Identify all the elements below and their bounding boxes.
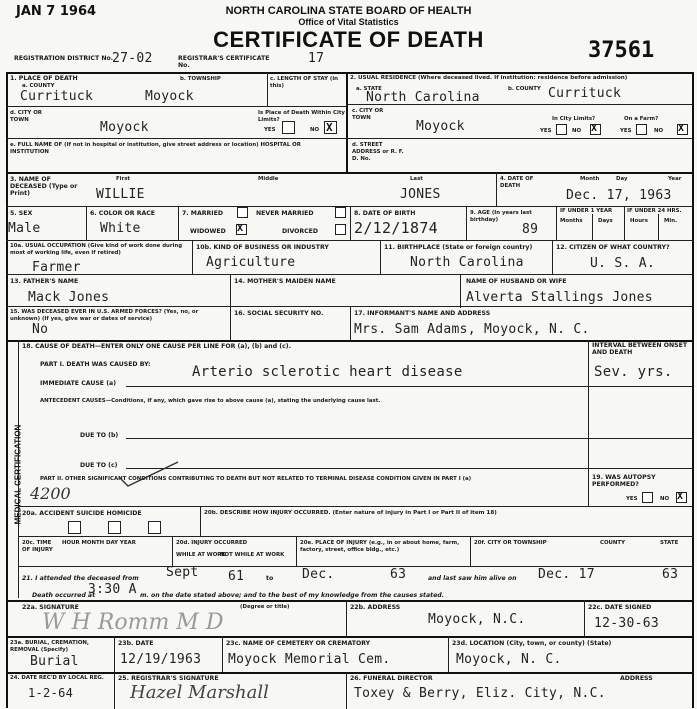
- res-city-yes-label: YES: [540, 128, 552, 134]
- interval-value: Sev. yrs.: [594, 364, 673, 380]
- res-farm-no-mark: X: [678, 123, 685, 134]
- race-label: 6. COLOR OR RACE: [90, 210, 156, 217]
- res-in-city-no-mark: X: [591, 123, 598, 134]
- months-label: Months: [560, 218, 583, 224]
- death-occurred-label: Death occurred at: [32, 592, 96, 599]
- funeral-address-label: ADDRESS: [620, 675, 653, 682]
- death-county: Currituck: [20, 89, 94, 104]
- death-township: Moyock: [145, 89, 194, 104]
- attended-from-year: 61: [228, 569, 245, 584]
- injury-county-label: COUNTY: [600, 540, 626, 546]
- father-name: Mack Jones: [28, 290, 110, 305]
- res-city-no-label: NO: [572, 128, 582, 134]
- death-occurred-tail: m. on the date stated above; and to the best of my knowledge from the causes stated.: [140, 592, 445, 599]
- age-label: 9. AGE (In years last birthday): [470, 210, 532, 223]
- occupation-label: 10a. USUAL OCCUPATION (Give kind of work done during most of working life, even if retired): [10, 243, 183, 256]
- location-label: 23d. LOCATION (City, town, or county) (State): [452, 640, 612, 647]
- attended-to-month: Dec.: [302, 567, 335, 582]
- suicide-checkbox[interactable]: [108, 521, 121, 534]
- accident-checkbox[interactable]: [68, 521, 81, 534]
- immediate-cause: Arterio sclerotic heart disease: [192, 364, 463, 380]
- year-label: Year: [668, 176, 682, 182]
- due-to-b-label: DUE TO (b): [80, 432, 119, 439]
- residence-city: Moyock: [416, 119, 465, 134]
- death-time: 3:30 A: [88, 582, 137, 597]
- within-limits-label: Is Place of Death Within City Limits?: [258, 110, 345, 123]
- antecedent-label: ANTECEDENT CAUSES—Conditions, if any, which gave rise to above cause (a), stating the underlying cause last.: [40, 398, 381, 404]
- autopsy-yes-label: YES: [626, 496, 638, 502]
- industry-value: Agriculture: [206, 255, 296, 270]
- township-label: b. TOWNSHIP: [180, 76, 221, 82]
- married-checkbox[interactable]: [237, 207, 248, 218]
- date-of-death-label: 4. DATE OF DEATH: [500, 176, 534, 189]
- street-label: d. STREET ADDRESS or R. F. D. No.: [352, 142, 404, 162]
- res-farm-yes-checkbox[interactable]: [636, 124, 647, 135]
- registrar-cert-number: 17: [308, 51, 325, 66]
- autopsy-label: 19. WAS AUTOPSY PERFORMED?: [592, 474, 656, 488]
- burial-value: Burial: [30, 654, 79, 669]
- autopsy-no-mark: X: [677, 491, 684, 502]
- day-label: Day: [616, 176, 628, 182]
- at-work-label: WHILE AT WORK: [176, 552, 226, 558]
- injury-desc-label: 20b. DESCRIBE HOW INJURY OCCURRED. (Enter nature of injury in Part I or Part II of item 18): [204, 510, 497, 516]
- county-label: a. COUNTY: [22, 83, 55, 89]
- never-married-label: NEVER MARRIED: [256, 210, 314, 217]
- city-label: d. CITY OR TOWN: [10, 110, 42, 123]
- length-of-stay-label: c. LENGTH OF STAY (in this): [270, 76, 339, 89]
- industry-label: 10b. KIND OF BUSINESS OR INDUSTRY: [196, 244, 329, 251]
- certificate-number: 37561: [588, 38, 655, 63]
- res-farm-yes-label: YES: [620, 128, 632, 134]
- res-farm-no-label: NO: [654, 128, 664, 134]
- office-name: Office of Vital Statistics: [298, 17, 399, 27]
- registrar-cert-label: REGISTRAR'S CERTIFICATE No.: [178, 55, 270, 69]
- citizen-value: U. S. A.: [590, 256, 656, 271]
- last-name-label: Last: [410, 176, 423, 182]
- widowed-mark: X: [237, 223, 244, 234]
- board-name: NORTH CAROLINA STATE BOARD OF HEALTH: [225, 5, 472, 17]
- armed-forces-label: 15. WAS DECEASED EVER IN U.S. ARMED FORCES? (Yes, no, or unknown) (If yes, give war or dates of service): [10, 309, 199, 322]
- death-no-label: NO: [310, 127, 320, 133]
- spouse-name: Alverta Stallings Jones: [466, 290, 653, 305]
- divorced-checkbox[interactable]: [335, 224, 346, 235]
- accident-label: 20a. ACCIDENT SUICIDE HOMICIDE: [22, 510, 142, 517]
- due-to-c-label: DUE TO (c): [80, 462, 118, 469]
- res-city-label: c. CITY OR TOWN: [352, 108, 384, 121]
- race-value: White: [100, 221, 141, 236]
- death-city: Moyock: [100, 120, 149, 135]
- hospital-label: e. FULL NAME OF (If not in hospital or institution, give street address or location) HOSPITAL OR INSTITUTION: [10, 142, 301, 155]
- interval-label: INTERVAL BETWEEN ONSET AND DEATH: [592, 342, 688, 356]
- death-yes-label: YES: [264, 127, 276, 133]
- time-fields-label: HOUR MONTH DAY YEAR: [62, 540, 136, 546]
- birthplace-value: North Carolina: [410, 255, 524, 270]
- not-at-work-label: NOT WHILE AT WORK: [220, 552, 285, 558]
- physician-address: Moyock, N.C.: [428, 612, 526, 627]
- district-number: 27-02: [112, 51, 153, 66]
- page-title: CERTIFICATE OF DEATH: [213, 27, 484, 52]
- ssn-label: 16. SOCIAL SECURITY NO.: [234, 310, 324, 317]
- funeral-director-label: 26. FUNERAL DIRECTOR: [350, 675, 433, 682]
- res-in-city-yes-checkbox[interactable]: [556, 124, 567, 135]
- date-signed: 12-30-63: [594, 616, 660, 631]
- degree-title-label: (Degree or title): [240, 604, 290, 610]
- date-signed-label: 22c. DATE SIGNED: [588, 604, 652, 611]
- residence-label: 2. USUAL RESIDENCE (Where deceased lived. If institution: residence before admission): [350, 75, 628, 81]
- first-name-label: First: [116, 176, 130, 182]
- registrar-signature-label: 25. REGISTRAR'S SIGNATURE: [118, 675, 219, 682]
- in-city-label: In City Limits?: [552, 116, 596, 122]
- burial-date-label: 23b. DATE: [118, 640, 154, 647]
- attended-from-month: Sept: [166, 565, 199, 580]
- under-1-year-label: IF UNDER 1 YEAR: [560, 208, 613, 214]
- state-label: a. STATE: [356, 86, 382, 92]
- received-stamp: JAN 7 1964: [16, 4, 97, 19]
- deceased-name-label: 3. NAME OF DECEASED (Type or Print): [10, 176, 78, 197]
- death-in-limits-yes-checkbox[interactable]: [282, 121, 295, 134]
- hours-label: Hours: [630, 218, 648, 224]
- widowed-label: WIDOWED: [190, 228, 226, 235]
- dob-label: 8. DATE OF BIRTH: [354, 210, 416, 217]
- on-farm-label: On a Farm?: [624, 116, 659, 122]
- min-label: Min.: [664, 218, 678, 224]
- days-label: Days: [598, 218, 613, 224]
- deceased-first-name: WILLIE: [96, 187, 145, 202]
- autopsy-yes-checkbox[interactable]: [642, 492, 653, 503]
- part2-label: PART II. OTHER SIGNIFICANT CONDITIONS CONTRIBUTING TO DEATH BUT NOT RELATED TO TERMINAL DISEASE CONDITION GIVEN IN PART I (a): [40, 476, 472, 482]
- place-of-death-label: 1. PLACE OF DEATH: [10, 75, 78, 82]
- residence-county: Currituck: [548, 86, 622, 101]
- address-label: 22b. ADDRESS: [350, 604, 401, 611]
- birthplace-label: 11. BIRTHPLACE (State or foreign country): [384, 244, 533, 251]
- last-saw-date: Dec. 17: [538, 567, 595, 582]
- to-label: to: [266, 575, 274, 582]
- district-label: REGISTRATION DISTRICT No.: [14, 55, 114, 62]
- immediate-cause-label: IMMEDIATE CAUSE (a): [40, 380, 117, 387]
- armed-forces-value: No: [32, 322, 49, 337]
- father-label: 13. FATHER'S NAME: [10, 278, 79, 285]
- deceased-last-name: JONES: [400, 187, 441, 202]
- spouse-label: NAME OF HUSBAND OR WIFE: [466, 278, 567, 285]
- death-in-limits-no-mark: X: [326, 121, 333, 134]
- registrar-signature: Hazel Marshall: [130, 682, 269, 703]
- res-county-label: b. COUNTY: [508, 86, 541, 92]
- month-label: Month: [580, 176, 600, 182]
- signature-label: 22a. SIGNATURE: [22, 604, 79, 611]
- physician-signature: W H Romm M D: [42, 610, 224, 635]
- age-value: 89: [522, 222, 539, 237]
- under-24-label: IF UNDER 24 HRS.: [627, 208, 682, 214]
- occupation-value: Farmer: [32, 260, 81, 275]
- homicide-checkbox[interactable]: [148, 521, 161, 534]
- burial-date: 12/19/1963: [120, 652, 202, 667]
- injury-occurred-label: 20d. INJURY OCCURRED: [176, 540, 248, 546]
- residence-state: North Carolina: [366, 90, 480, 105]
- burial-label: 23a. BURIAL, CREMATION, REMOVAL (Specify): [10, 640, 89, 653]
- mother-label: 14. MOTHER'S MAIDEN NAME: [234, 278, 336, 285]
- date-of-death: Dec. 17, 1963: [566, 188, 672, 203]
- injury-state-label: STATE: [660, 540, 679, 546]
- time-of-injury-label: 20c. TIME OF INJURY: [22, 540, 53, 553]
- part1-label: PART I. DEATH WAS CAUSED BY:: [40, 361, 151, 368]
- citizen-label: 12. CITIZEN OF WHAT COUNTRY?: [556, 244, 670, 251]
- autopsy-no-label: NO: [660, 496, 670, 502]
- date-of-birth: 2/12/1874: [354, 219, 438, 237]
- checkmark-icon: [118, 460, 180, 488]
- attended-to-year: 63: [390, 567, 407, 582]
- handwritten-code: 4200: [30, 484, 71, 503]
- cause-of-death-label: 18. CAUSE OF DEATH—ENTER ONLY ONE CAUSE PER LINE FOR (a), (b) and (c).: [22, 343, 291, 350]
- medical-certification-label: MEDICAL CERTIFICATION: [13, 424, 23, 525]
- last-saw-year: 63: [662, 567, 679, 582]
- cemetery-value: Moyock Memorial Cem.: [228, 652, 391, 667]
- middle-name-label: Middle: [258, 176, 279, 182]
- date-received: 1-2-64: [28, 686, 74, 700]
- injury-city-label: 20f. CITY OR TOWNSHIP: [474, 540, 547, 546]
- married-label: 7. MARRIED: [182, 210, 223, 217]
- date-received-label: 24. DATE REC'D BY LOCAL REG.: [10, 675, 104, 681]
- never-married-checkbox[interactable]: [335, 207, 346, 218]
- informant-value: Mrs. Sam Adams, Moyock, N. C.: [354, 322, 590, 337]
- sex-value: Male: [8, 221, 41, 236]
- sex-label: 5. SEX: [10, 210, 33, 217]
- informant-label: 17. INFORMANT'S NAME AND ADDRESS: [354, 310, 491, 317]
- location-value: Moyock, N. C.: [456, 652, 562, 667]
- funeral-director: Toxey & Berry, Eliz. City, N.C.: [354, 686, 606, 701]
- divorced-label: DIVORCED: [282, 228, 319, 235]
- attended-label: 21. I attended the deceased from: [22, 575, 139, 582]
- last-saw-label: and last saw him alive on: [428, 575, 517, 582]
- place-of-injury-label: 20e. PLACE OF INJURY (e.g., in or about home, farm, factory, street, office bldg., etc.): [300, 540, 460, 553]
- cemetery-label: 23c. NAME OF CEMETERY OR CREMATORY: [226, 640, 371, 647]
